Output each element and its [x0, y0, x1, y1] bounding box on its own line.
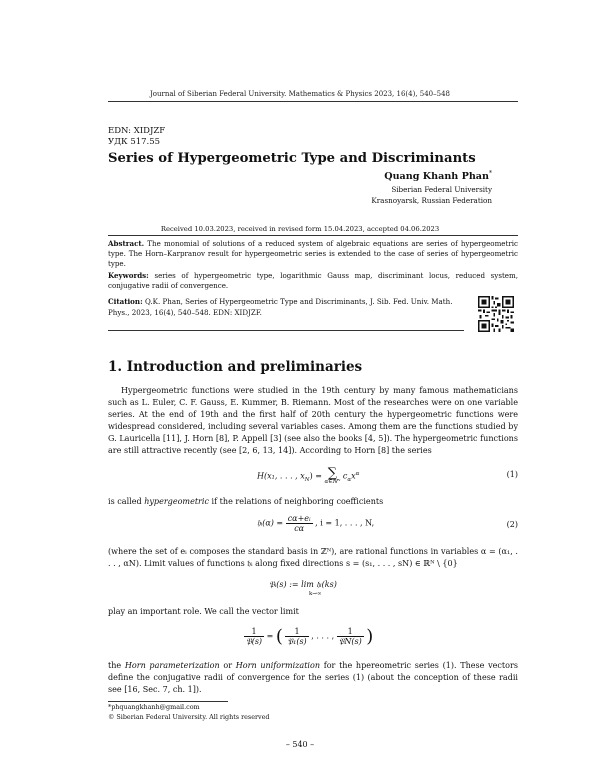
- header-rule: [108, 101, 518, 102]
- page-number: – 540 –: [285, 740, 315, 749]
- journal-header: Journal of Siberian Federal University. Mathematics & Physics 2023, 16(4), 540–548: [150, 90, 450, 98]
- equation-1-number: (1): [506, 470, 518, 479]
- paragraph-1: Hypergeometric functions were studied in the 19th century by many famous mathematicians such as L. Euler, C. F. Gauss, E. Kummer, B. Riemann. Most of the researches were on one variable series. At the end of 19th and the first half of 20th century the hypergeometric functions were widespread considered, including several variables cases. Among them are the functions studied by G. Lauricella [11], J. Horn [8], P. Appell [3] (see also the books [4, 5]). The hypergeometric functions are still attractive recently (see [2, 6, 13, 14]). According to Horn [8] the series: [108, 386, 518, 455]
- udc-label: УДК 517.55: [108, 137, 161, 147]
- abstract: [108, 239, 518, 269]
- intro-paragraph: [108, 385, 518, 456]
- paragraph-4: play an important role. We call the vector limit: [108, 607, 299, 616]
- citation: [108, 297, 464, 318]
- keywords: [108, 271, 518, 291]
- equation-2: 𝔥ᵢ(α) = $\frac{\text{cα+eᵢ}}{c\alpha}$ , i = 1, . . . , N,: [257, 514, 375, 533]
- equation-2-number: (2): [506, 520, 518, 529]
- paragraph-3: (where the set of eᵢ composes the standard basis in ℤᴺ), are rational functions in variables α = (α₁, . . . , αN). Limit values of functions 𝔥ᵢ along fixed directions s = (s₁, . . . , sN) ∈ ℝᴺ \ {0}: [108, 547, 518, 568]
- paper-title: Series of Hypergeometric Type and Discriminants: [108, 151, 476, 166]
- abstract-text: The monomial of solutions of a reduced system of algebraic equations are series of hypergeometric type. The Horn–Karpranov result for hypergeometric series is extended to the case of series of hypergeometric type.: [108, 239, 518, 268]
- affiliation-location: Krasnoyarsk, Russian Federation: [371, 196, 492, 205]
- dates-rule: [108, 235, 518, 236]
- equation-4: $\frac{1}{\text{𝔓(s)}}$ = ( $\frac{1}{\text{𝔓₁(s)}}$ , . . . , $\frac{1}{\text{𝔓N(s)}}$ ): [246, 626, 374, 647]
- equation-3: 𝔓ᵢ(s) := lim 𝔥ᵢ(ks) k→∞: [269, 580, 337, 597]
- qr-code[interactable]: [478, 296, 514, 332]
- affiliation-university: Siberian Federal University: [391, 185, 492, 194]
- citation-text: Q.K. Phan, Series of Hypergeometric Type and Discriminants, J. Sib. Fed. Univ. Math. Phys., 2023, 16(4), 540–548. EDN: XIDJZF.: [108, 297, 453, 317]
- keywords-label: Keywords:: [108, 271, 149, 280]
- citation-rule: [108, 330, 464, 331]
- footnote-email: *phquangkhanh@gmail.com: [108, 703, 200, 711]
- paragraph-2: is called hypergeometric if the relations of neighboring coefficients: [108, 497, 384, 506]
- section-heading: 1. Introduction and preliminaries: [108, 359, 363, 375]
- equation-1: H(x₁, . . . , $x_N$) = ∑ α∈ℕᴺ $c_\alpha x^\alpha$: [257, 466, 360, 485]
- abstract-label: Abstract.: [108, 239, 145, 248]
- edn-label: EDN: XIDJZF: [108, 126, 166, 136]
- received-dates: Received 10.03.2023, received in revised form 15.04.2023, accepted 04.06.2023: [160, 225, 440, 233]
- keywords-text: series of hypergeometric type, logarithmic Gauss map, discriminant locus, reduced system, conjugative radii of convergence.: [108, 271, 518, 290]
- citation-label: Citation:: [108, 297, 143, 306]
- paragraph-5: the Horn parameterization or Horn uniformization for the hpereometric series (1). These vectors define the conjugative radii of convergence for the series (1) (about the conception of these radii see [16, Sec. 7, ch. 1]).: [108, 661, 518, 694]
- footnote-rule: [108, 701, 228, 702]
- author-name: Quang Khanh Phan*: [384, 170, 492, 183]
- footnote-copyright: © Siberian Federal University. All rights reserved: [108, 713, 270, 721]
